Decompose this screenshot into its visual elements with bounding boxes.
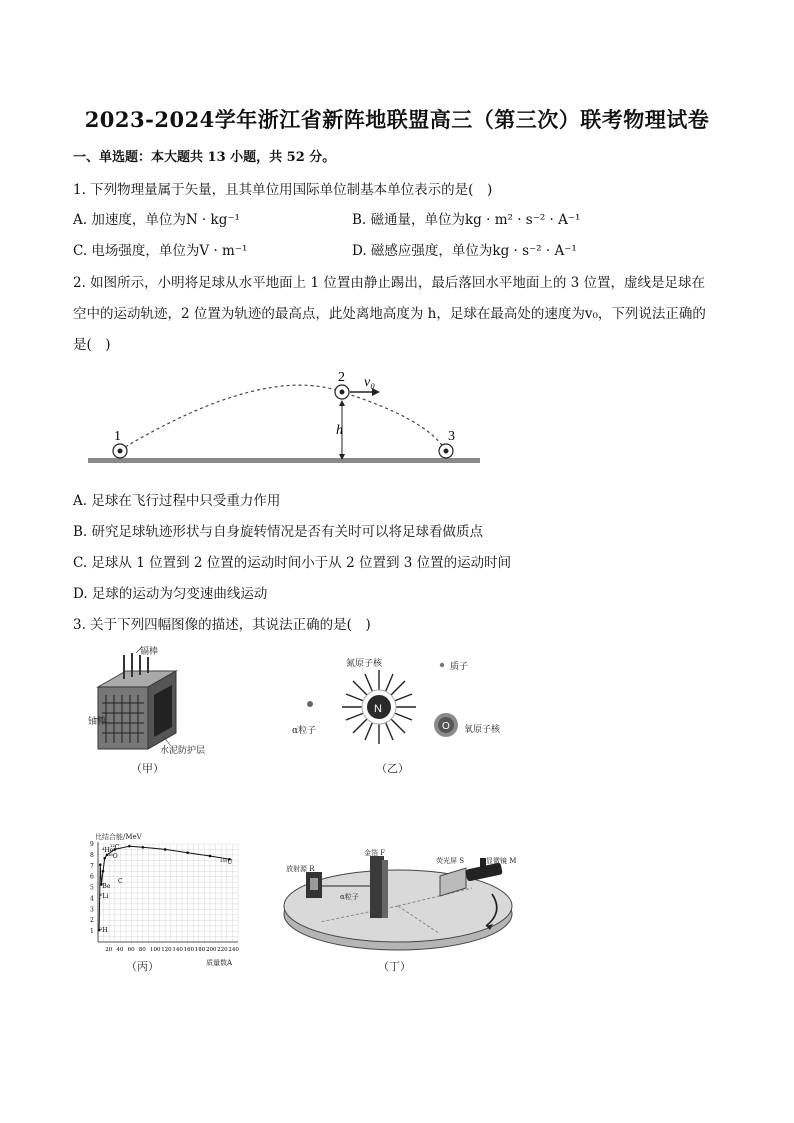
y-tick-label: 3: [90, 906, 94, 914]
oxygen-label: 氧原子核: [464, 725, 501, 735]
microscope-label: 显微镜 M: [486, 857, 517, 865]
nitrogen-label: 氮原子核: [346, 659, 383, 669]
x-tick-label: 20: [105, 947, 113, 953]
q2-option-d[interactable]: D. 足球的运动为匀变速曲线运动: [73, 586, 268, 602]
binding-energy-point: [209, 855, 212, 858]
binding-energy-point: [164, 848, 167, 851]
q1-option-a[interactable]: A. 加速度，单位为N · kg⁻¹: [73, 212, 240, 228]
binding-energy-chart: [84, 840, 244, 958]
q1-option-d[interactable]: D. 磁感应强度，单位为kg · s⁻² · A⁻¹: [352, 243, 577, 259]
o16-label: ¹⁶O: [108, 853, 118, 860]
binding-energy-point: [99, 863, 102, 866]
ding-alpha-label: α粒子: [340, 893, 359, 901]
y-tick-label: 7: [90, 862, 94, 870]
oxygen-symbol: O: [442, 721, 450, 732]
x-tick-label: 160: [183, 947, 195, 953]
x-tick-label: 40: [116, 947, 124, 953]
ball-1: [113, 444, 127, 458]
binding-energy-point: [186, 851, 189, 854]
chart-grid: [98, 844, 238, 942]
y-tick-label: 1: [90, 928, 94, 936]
x-tick-label: 220: [217, 947, 228, 953]
x-tick-label: 140: [172, 947, 183, 953]
position-label-2: 2: [338, 370, 345, 385]
ground: [88, 458, 480, 463]
y-tick-label: 9: [90, 841, 94, 848]
binding-energy-point: [128, 845, 131, 848]
x-tick-label: 80: [138, 947, 146, 953]
source-label: 放射源 R: [286, 865, 315, 873]
x-tick-label: 120: [161, 947, 172, 953]
y-tick-label: 6: [90, 873, 94, 881]
reactor-figure: [84, 645, 194, 757]
q2-option-a[interactable]: A. 足球在飞行过程中只受重力作用: [73, 493, 281, 509]
x-tick-label: 200: [206, 947, 217, 953]
height-label: h: [336, 423, 343, 438]
alpha-particle: [307, 701, 313, 707]
page-title: 2023-2024学年浙江省新阵地联盟高三（第三次）联考物理试卷: [84, 107, 710, 132]
q1-option-b[interactable]: B. 磁通量，单位为kg · m² · s⁻² · A⁻¹: [352, 212, 581, 228]
trajectory-dashed: [120, 385, 444, 450]
c-label: C: [118, 878, 123, 885]
x-tick-label: 180: [194, 947, 206, 953]
caption-bing: （丙）: [126, 960, 159, 973]
binding-chart-ylabel: 比结合能/MeV: [95, 833, 142, 841]
gold-foil-label: 金箔 F: [364, 849, 386, 857]
li-label: ⁶Li: [100, 893, 109, 900]
x-tick-label: 240: [228, 947, 239, 953]
binding-chart-xlabel: 质量数A: [206, 959, 233, 967]
q3-stem: 3. 关于下列四幅图像的描述，其说法正确的是( ): [73, 617, 371, 633]
gold-foil: [370, 856, 384, 918]
rutherford-apparatus-figure: [280, 830, 520, 958]
y-tick-label: 2: [90, 917, 94, 925]
u235-label: ²³⁵U: [220, 859, 233, 866]
alpha-label: α粒子: [292, 726, 317, 736]
q2-option-c[interactable]: C. 足球从 1 位置到 2 位置的运动时间小于从 2 位置到 3 位置的运动时间: [73, 555, 512, 571]
x-tick-label: 60: [127, 947, 135, 953]
concrete-shield-label: 水泥防护层: [160, 746, 206, 756]
position-label-3: 3: [448, 429, 455, 444]
binding-energy-point: [103, 857, 106, 860]
screen-label: 荧光屏 S: [436, 857, 465, 865]
x-tick-label: 100: [150, 947, 161, 953]
y-tick-label: 8: [90, 851, 94, 859]
h2-label: ²H: [100, 927, 108, 934]
q2-stem-line1: 2. 如图所示，小明将足球从水平地面上 1 位置由静止踢出，最后落回水平地面上的 3 位置，虚线是足球在: [73, 275, 706, 291]
c12-label: ¹²C: [110, 844, 120, 851]
q1-option-c[interactable]: C. 电场强度，单位为V · m⁻¹: [73, 243, 248, 259]
q2-option-b[interactable]: B. 研究足球轨迹形状与自身旋转情况是否有关时可以将足球看做质点: [73, 524, 484, 540]
q2-stem-line2: 空中的运动轨迹，2 位置为轨迹的最高点，此处离地高度为 h，足球在最高处的速度为v₀，下列说法正确的: [73, 306, 706, 322]
nitrogen-symbol: N: [374, 703, 382, 715]
binding-energy-point: [102, 870, 105, 873]
position-label-1: 1: [114, 429, 121, 444]
y-tick-label: 4: [90, 895, 94, 903]
q2-stem-line3: 是( ): [73, 337, 111, 353]
caption-yi: （乙）: [376, 762, 409, 775]
cadmium-rod-label: 镉棒: [140, 647, 159, 657]
proton-label: 质子: [450, 662, 469, 672]
proton: [440, 663, 444, 667]
ball-3: [439, 444, 453, 458]
ball-2: [335, 385, 349, 399]
he-label: ⁴He: [102, 847, 114, 854]
football-trajectory-figure: [84, 366, 484, 468]
caption-ding: （丁）: [378, 960, 411, 973]
uranium-rod-label: 铀棒: [88, 717, 107, 727]
q1-stem: 1. 下列物理量属于矢量，且其单位用国际单位制基本单位表示的是( ): [73, 182, 493, 198]
y-tick-label: 5: [90, 884, 94, 892]
be-label: ⁹Be: [100, 883, 111, 890]
section-heading: 一、单选题：本大题共 13 小题，共 52 分。: [73, 150, 336, 165]
caption-jia: （甲）: [131, 762, 164, 775]
binding-energy-point: [142, 846, 145, 849]
velocity-label: v₀: [364, 375, 376, 390]
